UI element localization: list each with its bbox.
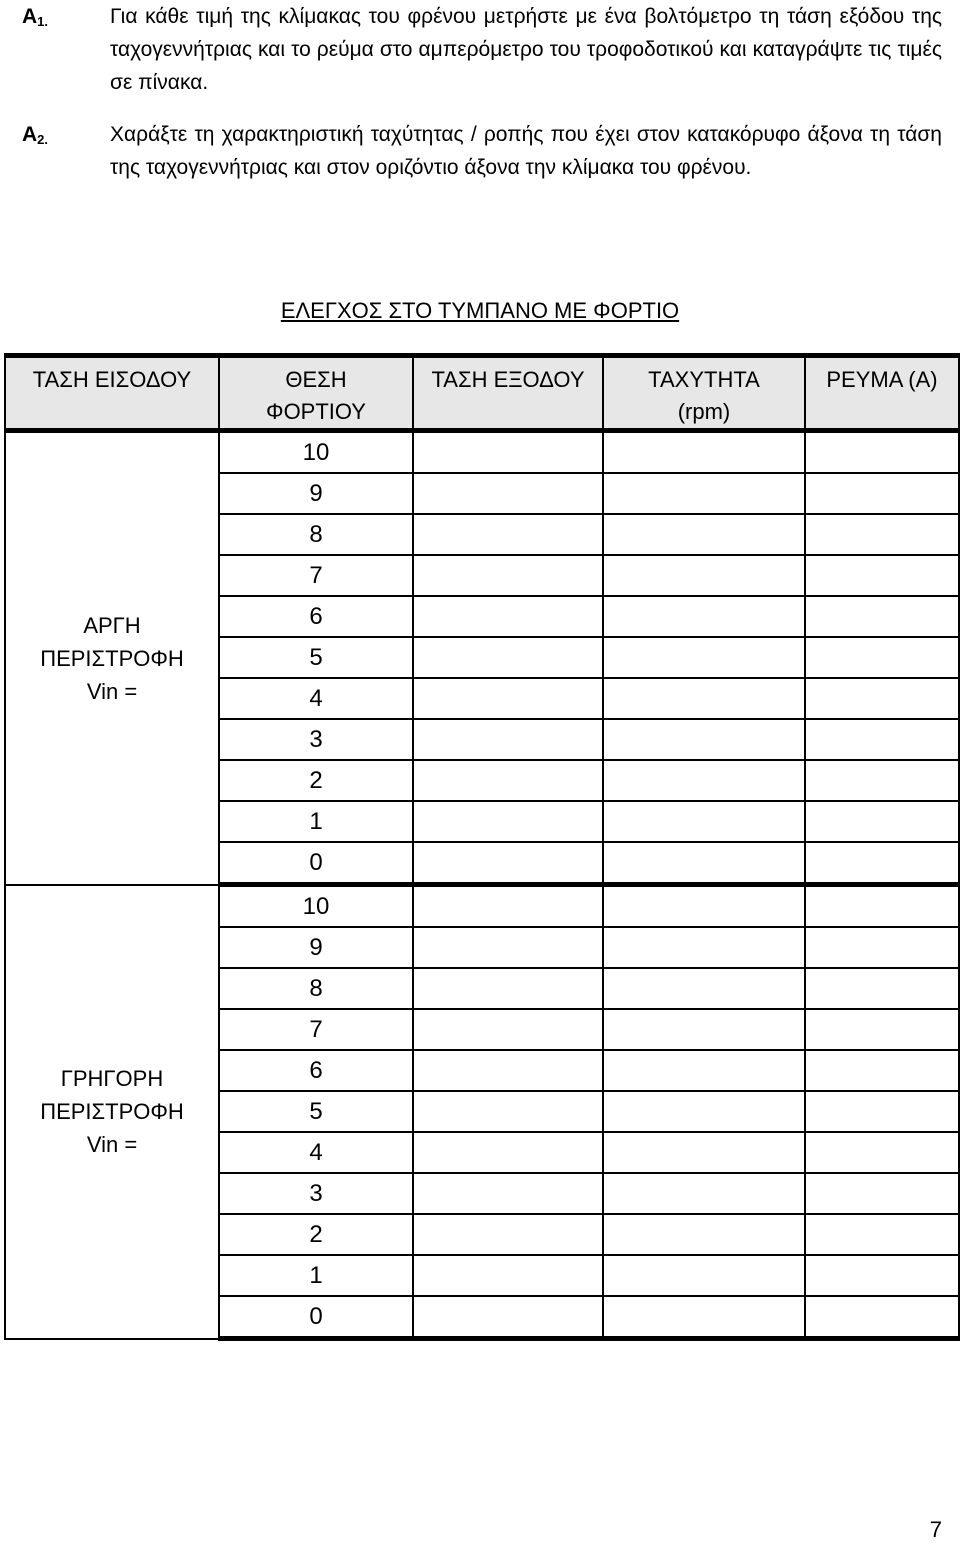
output-voltage-cell — [413, 678, 603, 719]
output-voltage-cell — [413, 968, 603, 1009]
current-cell — [805, 968, 959, 1009]
load-position-cell: 1 — [219, 801, 413, 842]
load-position-cell: 2 — [219, 760, 413, 801]
output-voltage-cell — [413, 1009, 603, 1050]
output-voltage-cell — [413, 1255, 603, 1296]
table-row — [5, 885, 959, 928]
load-position-cell: 8 — [219, 514, 413, 555]
col-header-output-voltage: ΤΑΣΗ ΕΞΟΔΟΥ — [413, 356, 603, 431]
load-position-cell: 0 — [219, 1296, 413, 1339]
output-voltage-cell — [413, 1132, 603, 1173]
table-title: ΕΛΕΓΧΟΣ ΣΤΟ ΤΥΜΠΑΝΟ ΜΕ ΦΟΡΤΙΟ — [280, 298, 680, 323]
load-position-cell: 8 — [219, 968, 413, 1009]
output-voltage-cell — [413, 760, 603, 801]
instruction-label: $A_{2.}$ — [22, 123, 49, 147]
output-voltage-cell — [413, 514, 603, 555]
speed-cell — [603, 1173, 805, 1214]
input-voltage-label: ΓΡΗΓΟΡΗ — [60, 1066, 164, 1091]
speed-cell — [603, 1132, 805, 1173]
col-header-load-position: ΘΕΣΗ ΦΟΡΤΙΟΥ — [219, 356, 413, 431]
speed-cell — [603, 555, 805, 596]
col-header-current: ΡΕΥΜΑ (Α) — [805, 356, 959, 431]
load-position-cell: 3 — [219, 719, 413, 760]
output-voltage-cell — [413, 719, 603, 760]
load-position-cell: 7 — [219, 555, 413, 596]
output-voltage-cell — [413, 1173, 603, 1214]
input-voltage-label: ΑΡΓΗ — [83, 612, 141, 638]
load-position-cell: 7 — [219, 1009, 413, 1050]
speed-cell — [603, 719, 805, 760]
load-position-cell: 0 — [219, 842, 413, 885]
load-position-cell: 6 — [219, 1050, 413, 1091]
output-voltage-cell — [413, 1091, 603, 1132]
load-position-cell: 3 — [219, 1173, 413, 1214]
current-cell — [805, 596, 959, 637]
current-cell — [805, 1296, 959, 1339]
output-voltage-cell — [413, 555, 603, 596]
input-voltage-label: Vin = — [86, 678, 138, 704]
input-voltage-label: ΠΕΡΙΣΤΡΟΦΗ — [40, 645, 184, 671]
speed-cell — [603, 1050, 805, 1091]
speed-cell — [603, 637, 805, 678]
col-header-input-voltage: ΤΑΣΗ ΕΙΣΟΔΟΥ — [5, 356, 219, 431]
speed-cell — [603, 927, 805, 968]
load-position-cell: 5 — [219, 637, 413, 678]
load-position-cell: 10 — [219, 431, 413, 474]
load-position-cell: 9 — [219, 927, 413, 968]
speed-cell — [603, 1091, 805, 1132]
speed-cell — [603, 473, 805, 514]
speed-cell — [603, 968, 805, 1009]
output-voltage-cell — [413, 596, 603, 637]
output-voltage-cell — [413, 842, 603, 885]
speed-cell — [603, 1255, 805, 1296]
load-position-cell: 5 — [219, 1091, 413, 1132]
speed-cell — [603, 1009, 805, 1050]
load-position-cell: 6 — [219, 596, 413, 637]
output-voltage-cell — [413, 1214, 603, 1255]
col-header-speed: ΤΑΧΥΤΗΤΑ (rpm) — [603, 356, 805, 431]
current-cell — [805, 678, 959, 719]
speed-cell — [603, 678, 805, 719]
instruction-text: Χαράξτε τη χαρακτηριστική ταχύτητας / ροπής που έχει στον κατακόρυφο άξονα τη τάση της ταχογεννήτριας και στον οριζόντιο άξονα την κλίμακα του φρένου. — [110, 123, 942, 179]
instruction-label: $A_{1.}$ — [22, 5, 49, 29]
header-row — [5, 356, 959, 431]
speed-cell — [603, 801, 805, 842]
output-voltage-cell — [413, 1296, 603, 1339]
load-position-cell: 4 — [219, 1132, 413, 1173]
current-cell — [805, 1091, 959, 1132]
current-cell — [805, 1050, 959, 1091]
input-voltage-label: ΠΕΡΙΣΤΡΟΦΗ — [40, 1099, 184, 1124]
current-cell — [805, 514, 959, 555]
table-row — [5, 431, 959, 474]
speed-cell — [603, 842, 805, 885]
current-cell — [805, 1255, 959, 1296]
output-voltage-cell — [413, 431, 603, 474]
output-voltage-cell — [413, 885, 603, 928]
output-voltage-cell — [413, 473, 603, 514]
current-cell — [805, 1132, 959, 1173]
input-voltage-cell — [5, 885, 219, 1339]
current-cell — [805, 760, 959, 801]
current-cell — [805, 885, 959, 928]
measurement-table — [4, 353, 960, 1341]
current-cell — [805, 637, 959, 678]
load-position-cell: 4 — [219, 678, 413, 719]
current-cell — [805, 719, 959, 760]
speed-cell — [603, 596, 805, 637]
current-cell — [805, 1009, 959, 1050]
current-cell — [805, 927, 959, 968]
speed-cell — [603, 1296, 805, 1339]
speed-cell — [603, 885, 805, 928]
load-position-cell: 9 — [219, 473, 413, 514]
current-cell — [805, 1214, 959, 1255]
speed-cell — [603, 514, 805, 555]
input-voltage-cell — [5, 431, 219, 885]
output-voltage-cell — [413, 801, 603, 842]
speed-cell — [603, 760, 805, 801]
output-voltage-cell — [413, 637, 603, 678]
load-position-cell: 10 — [219, 885, 413, 928]
speed-cell — [603, 431, 805, 474]
current-cell — [805, 431, 959, 474]
current-cell — [805, 555, 959, 596]
instruction-text: Για κάθε τιμή της κλίμακας του φρένου μετρήστε με ένα βολτόμετρο τη τάση εξόδου της ταχογεννήτριας και το ρεύμα στο αμπερόμετρο του τροφοδοτικού και καταγράψτε τις τιμές σε πίνακα. — [110, 5, 942, 94]
speed-cell — [603, 1214, 805, 1255]
page-number: 7 — [929, 1517, 942, 1542]
input-voltage-label: Vin = — [86, 1132, 138, 1157]
load-position-cell: 1 — [219, 1255, 413, 1296]
current-cell — [805, 473, 959, 514]
output-voltage-cell — [413, 927, 603, 968]
current-cell — [805, 801, 959, 842]
current-cell — [805, 842, 959, 885]
output-voltage-cell — [413, 1050, 603, 1091]
load-position-cell: 2 — [219, 1214, 413, 1255]
current-cell — [805, 1173, 959, 1214]
